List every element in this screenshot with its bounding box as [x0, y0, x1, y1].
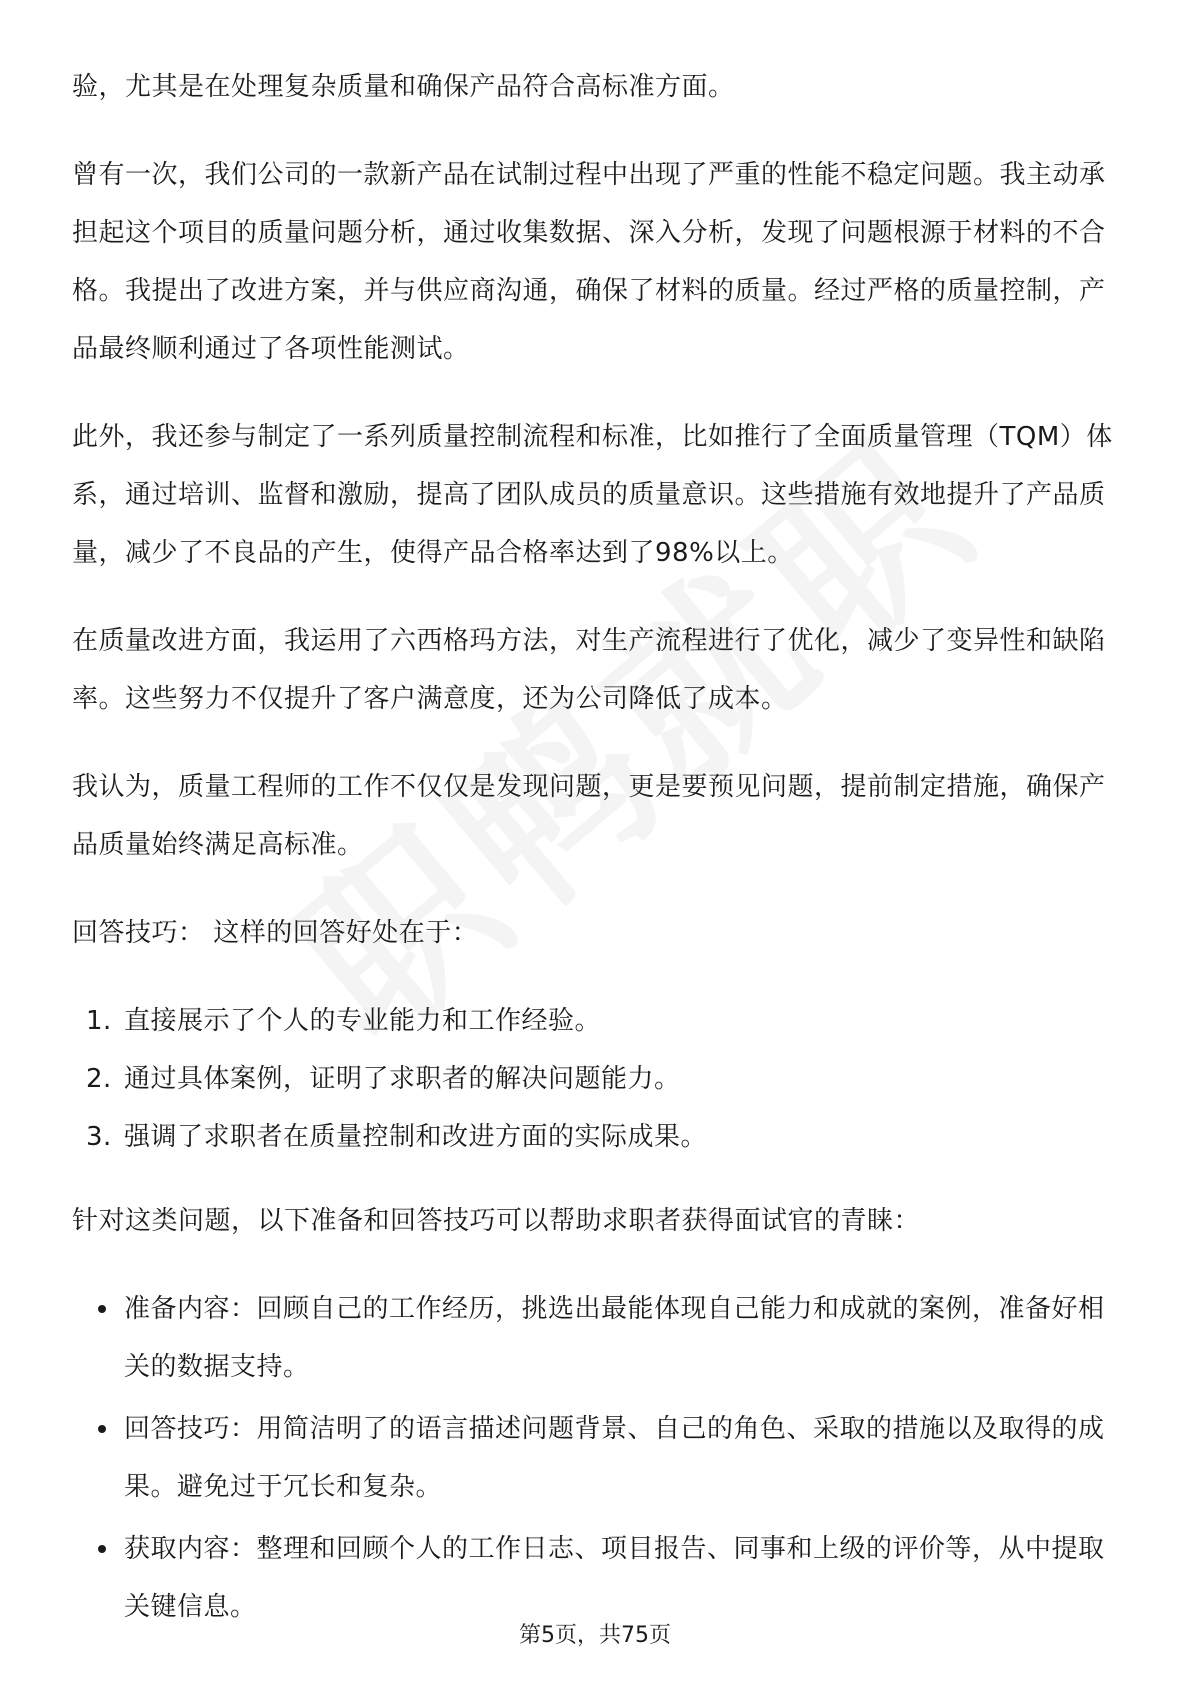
paragraph-six-sigma: 在质量改进方面，我运用了六西格玛方法，对生产流程进行了优化，减少了变异性和缺陷率。这些努力不仅提升了客户满意度，还为公司降低了成本。 [72, 626, 1106, 714]
paragraph-case-story: 曾有一次，我们公司的一款新产品在试制过程中出现了严重的性能不稳定问题。我主动承担起这个项目的质量问题分析，通过收集数据、深入分析，发现了问题根源于材料的不合格。我提出了改进方案，并与供应商沟通，确保了材料的质量。经过严格的质量控制，产品最终顺利通过了各项性能测试。 [72, 160, 1106, 364]
list-item-text: 强调了求职者在质量控制和改进方面的实际成果。 [124, 1122, 708, 1152]
document-body [72, 58, 1122, 1640]
list-item-text: 直接展示了个人的专业能力和工作经验。 [124, 1006, 602, 1036]
list-item-text: 获取内容：整理和回顾个人的工作日志、项目报告、同事和上级的评价等，从中提取关键信息。 [124, 1534, 1105, 1622]
list-item [72, 992, 1122, 1050]
paragraph-tqm: 此外，我还参与制定了一系列质量控制流程和标准，比如推行了全面质量管理（TQM）体系，通过培训、监督和激励，提高了团队成员的质量意识。这些措施有效地提升了产品质量，减少了不良品的产生，使得产品合格率达到了98%以上。 [72, 422, 1113, 568]
bullet-icon [98, 1545, 106, 1553]
list-item-text: 回答技巧：用简洁明了的语言描述问题背景、自己的角色、采取的措施以及取得的成果。避免过于冗长和复杂。 [124, 1414, 1105, 1502]
list-item [72, 1108, 1122, 1166]
paragraph-continuation: 验，尤其是在处理复杂质量和确保产品符合高标准方面。 [72, 72, 735, 102]
list-number: 3. [86, 1122, 112, 1152]
paragraph-preparation-intro: 针对这类问题，以下准备和回答技巧可以帮助求职者获得面试官的青睐： [72, 1206, 921, 1236]
page-number: 第5页，共75页 [519, 1623, 671, 1648]
list-item [72, 1280, 1122, 1396]
list-item-text: 通过具体案例，证明了求职者的解决问题能力。 [124, 1064, 681, 1094]
answer-benefits-list [72, 992, 1122, 1166]
bullet-icon [98, 1425, 106, 1433]
paragraph-answer-tips-heading: 回答技巧： 这样的回答好处在于： [72, 918, 479, 948]
paragraph-conclusion: 我认为，质量工程师的工作不仅仅是发现问题，更是要预见问题，提前制定措施，确保产品质量始终满足高标准。 [72, 772, 1106, 860]
list-item-text: 准备内容：回顾自己的工作经历，挑选出最能体现自己能力和成就的案例，准备好相关的数据支持。 [124, 1294, 1105, 1382]
bullet-icon [98, 1305, 106, 1313]
list-item [72, 1400, 1122, 1516]
list-item [72, 1050, 1122, 1108]
preparation-advice-list [72, 1280, 1122, 1636]
list-number: 2. [86, 1064, 112, 1094]
list-number: 1. [86, 1006, 112, 1036]
